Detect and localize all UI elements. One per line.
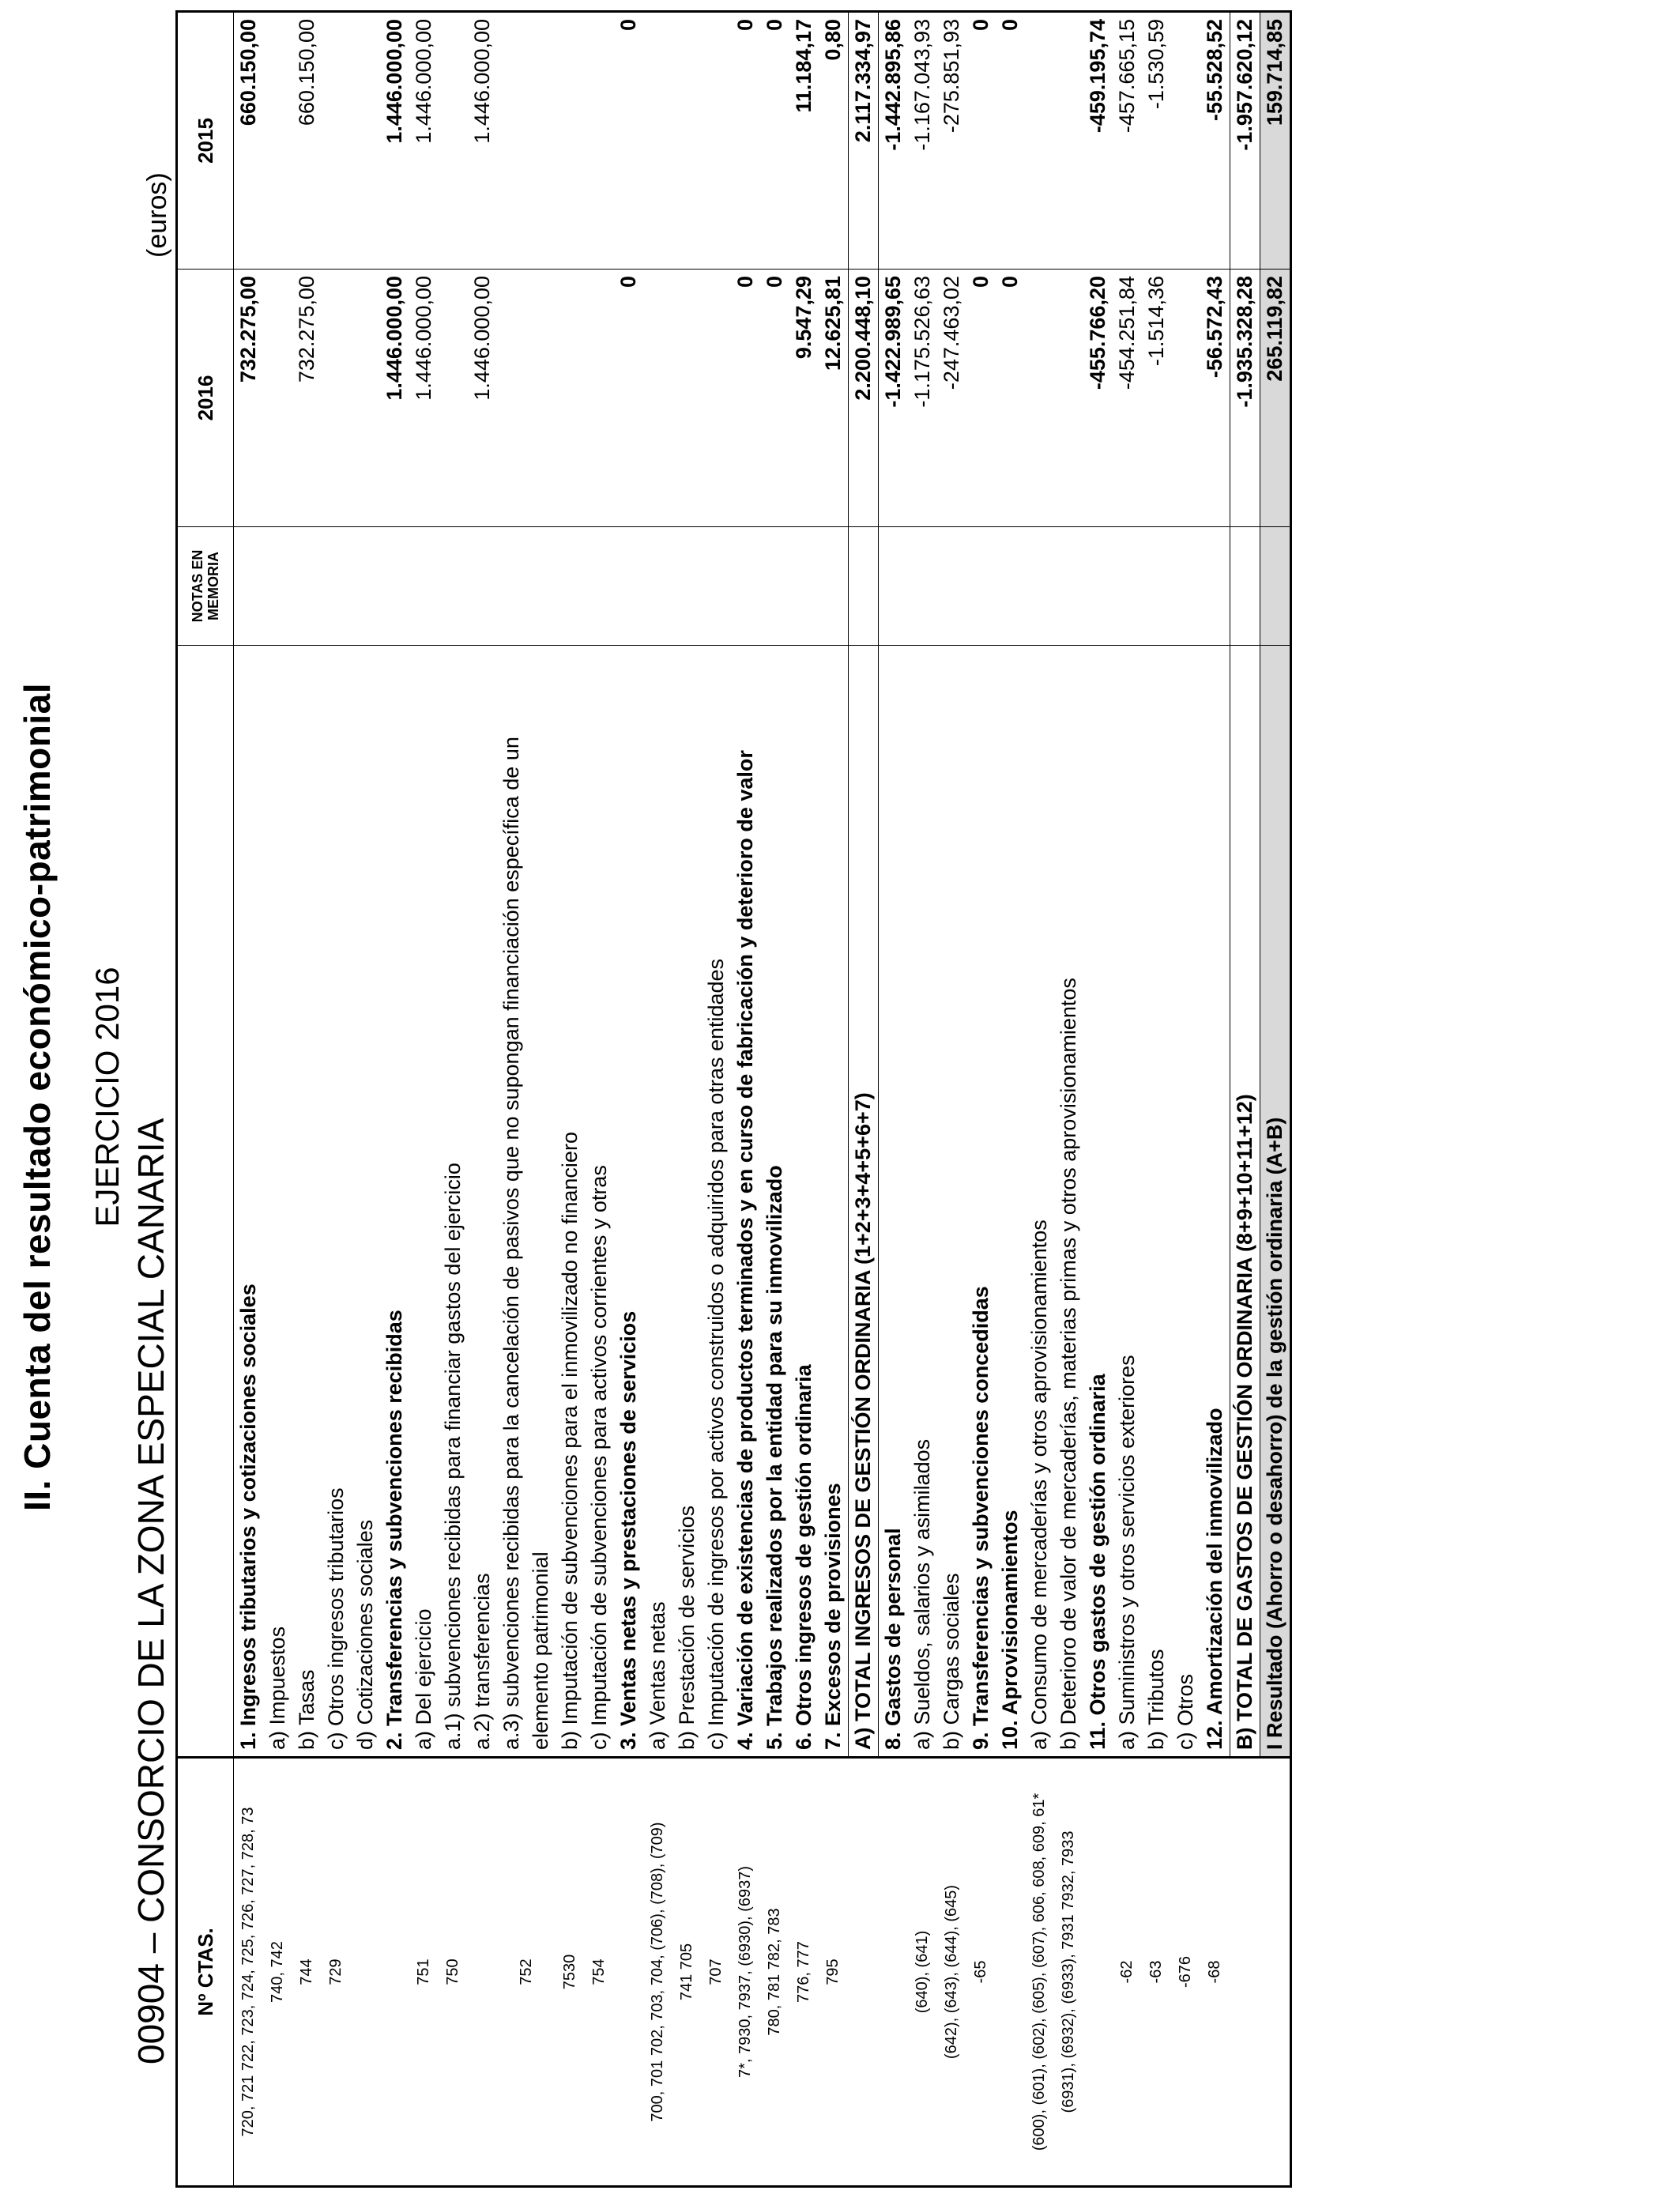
value-2015-cell (702, 12, 731, 270)
concept-cell: 9. Transferencias y subvenciones concedidas (966, 646, 996, 1758)
account-codes-cell: (6931), (6932), (6933), 7931 7932, 7933 (1054, 1758, 1083, 2187)
account-codes-cell (1260, 1758, 1291, 2187)
concept-cell: b) Deterioro de valor de mercaderías, materias primas y otros aprovisionamientos (1054, 646, 1083, 1758)
document-title: II. Cuenta del resultado económico-patrimonial (17, 683, 58, 1511)
table-row (292, 12, 322, 2187)
account-codes-cell: 752 (497, 1758, 556, 2187)
account-codes-cell: 750 (439, 1758, 468, 2187)
table-row (760, 12, 789, 2187)
table-row (556, 12, 585, 2187)
value-2016-cell (351, 270, 380, 527)
table-row (937, 12, 966, 2187)
value-2016-cell: -455.766,20 (1083, 270, 1113, 527)
notes-cell (702, 527, 731, 646)
table-body (234, 12, 1291, 2187)
notes-cell (380, 527, 409, 646)
entity-name: 00904 – CONSORCIO DE LA ZONA ESPECIAL CANARIA (130, 1118, 171, 2064)
notes-cell (585, 527, 614, 646)
value-2016-cell (585, 270, 614, 527)
value-2016-cell: 265.119,82 (1260, 270, 1291, 527)
notes-cell (351, 527, 380, 646)
value-2015-cell (1025, 12, 1054, 270)
value-2016-cell: 0 (996, 270, 1025, 527)
table-row (819, 12, 849, 2187)
value-2016-cell: 732.275,00 (234, 270, 264, 527)
notes-cell (1054, 527, 1083, 646)
table-row (789, 12, 819, 2187)
value-2015-cell: 11.184,17 (792, 19, 816, 113)
value-2015-cell: 0 (763, 19, 786, 32)
value-2016-cell: 1.446.000,00 (409, 270, 439, 527)
table-row (908, 12, 937, 2187)
concept-cell: b) Cargas sociales (937, 646, 966, 1758)
value-2016-cell (1054, 270, 1083, 527)
document-subtitle: EJERCICIO 2016 (89, 967, 126, 1227)
concept-cell: 11. Otros gastos de gestión ordinaria (1083, 646, 1113, 1758)
notes-cell (908, 527, 937, 646)
notes-cell (1142, 527, 1171, 646)
account-codes-cell (849, 1758, 879, 2187)
notes-cell (409, 527, 439, 646)
account-codes-cell (380, 1758, 409, 2187)
value-2015-cell: 1.446.000,00 (412, 19, 435, 144)
table-row (322, 12, 351, 2187)
value-2015-cell: -457.665,15 (1115, 19, 1139, 134)
account-codes-cell: 754 (585, 1758, 614, 2187)
value-2016-cell (1025, 270, 1054, 527)
concept-cell: b) Tributos (1142, 646, 1171, 1758)
concept-cell: a) Consumo de mercaderías y otros aprovisionamientos (1025, 646, 1054, 1758)
account-codes-cell: 729 (322, 1758, 351, 2187)
value-2015-cell (497, 12, 556, 270)
account-codes-cell (614, 1758, 643, 2187)
notes-cell (937, 527, 966, 646)
value-2015-cell: -1.957.620,12 (1230, 12, 1260, 270)
header-year-2016: 2016 (177, 270, 234, 527)
value-2015-cell (439, 12, 468, 270)
table-row (439, 12, 468, 2187)
value-2015-cell (263, 12, 292, 270)
notes-cell (760, 527, 789, 646)
value-2015-cell: 660.150,00 (236, 19, 260, 126)
account-codes-cell: -676 (1171, 1758, 1200, 2187)
concept-cell: b) Imputación de subvenciones para el inmovilizado no financiero (556, 646, 585, 1758)
value-2015-cell (672, 12, 702, 270)
value-2016-cell (263, 270, 292, 527)
account-codes-cell: 707 (702, 1758, 731, 2187)
value-2015-cell: 159.714,85 (1260, 12, 1291, 270)
concept-cell: b) Tasas (292, 646, 322, 1758)
concept-cell: a) Ventas netas (643, 646, 672, 1758)
table-row (234, 12, 264, 2187)
notes-cell (1200, 527, 1230, 646)
concept-cell: a.2) transferencias (468, 646, 497, 1758)
table-row (1200, 12, 1230, 2187)
notes-cell (234, 527, 264, 646)
header-accounts: Nº CTAS. (177, 1758, 234, 2187)
value-2016-cell: 1.446.000,00 (468, 270, 497, 527)
table-row (380, 12, 409, 2187)
value-2015-cell (1054, 12, 1083, 270)
table-row (672, 12, 702, 2187)
header-concept (177, 646, 234, 1758)
value-2015-cell (585, 12, 614, 270)
value-2015-cell: 1.446.000,00 (382, 19, 406, 144)
value-2016-cell: -56.572,43 (1200, 270, 1230, 527)
notes-cell (1171, 527, 1200, 646)
result-account-table (175, 10, 1292, 2188)
notes-cell (643, 527, 672, 646)
header-notes: NOTAS EN MEMORIA (177, 527, 234, 646)
notes-cell (439, 527, 468, 646)
value-2016-cell: 12.625,81 (819, 270, 849, 527)
value-2016-cell: -1.935.328,28 (1230, 270, 1260, 527)
table-row (585, 12, 614, 2187)
value-2016-cell (322, 270, 351, 527)
value-2016-cell: 9.547,29 (789, 270, 819, 527)
account-codes-cell: -63 (1142, 1758, 1171, 2187)
value-2016-cell: -1.514,36 (1142, 270, 1171, 527)
value-2015-cell: 0 (969, 19, 993, 32)
value-2015-cell: 0 (998, 19, 1022, 32)
notes-cell (731, 527, 760, 646)
concept-cell: a) Suministros y otros servicios exteriores (1113, 646, 1142, 1758)
value-2016-cell: 0 (614, 270, 643, 527)
value-2015-cell: 0 (616, 19, 640, 32)
notes-cell (556, 527, 585, 646)
notes-cell (966, 527, 996, 646)
table-row (1025, 12, 1054, 2187)
value-2015-cell (351, 12, 380, 270)
value-2016-cell: 732.275,00 (292, 270, 322, 527)
account-codes-cell: 744 (292, 1758, 322, 2187)
concept-cell: c) Otros (1171, 646, 1200, 1758)
notes-cell (1083, 527, 1113, 646)
notes-cell (497, 527, 556, 646)
notes-cell (849, 527, 879, 646)
account-codes-cell: -68 (1200, 1758, 1230, 2187)
value-2015-cell (322, 12, 351, 270)
account-codes-cell: 776, 777 (789, 1758, 819, 2187)
account-codes-cell: (642), (643), (644), (645) (937, 1758, 966, 2187)
value-2015-cell: 2.117.334,97 (849, 12, 879, 270)
notes-cell (819, 527, 849, 646)
table-row (409, 12, 439, 2187)
concept-cell: 8. Gastos de personal (879, 646, 909, 1758)
account-codes-cell: 780, 781 782, 783 (760, 1758, 789, 2187)
table-row (731, 12, 760, 2187)
table-row (614, 12, 643, 2187)
notes-cell (1025, 527, 1054, 646)
value-2015-cell (1171, 12, 1200, 270)
table-row (1171, 12, 1200, 2187)
value-2015-cell: -1.167.043,93 (910, 19, 934, 151)
value-2016-cell: -1.175.526,63 (908, 270, 937, 527)
table-header-row (177, 12, 234, 2187)
notes-cell (322, 527, 351, 646)
account-codes-cell: (640), (641) (908, 1758, 937, 2187)
concept-cell: 4. Variación de existencias de productos terminados y en curso de fabricación y deterioro de valor (731, 646, 760, 1758)
concept-cell: 12. Amortización del inmovilizado (1200, 646, 1230, 1758)
account-codes-cell (351, 1758, 380, 2187)
concept-cell: 3. Ventas netas y prestaciones de servicios (614, 646, 643, 1758)
notes-cell (1230, 527, 1260, 646)
table-row (643, 12, 672, 2187)
concept-cell: 1. Ingresos tributarios y cotizaciones sociales (234, 646, 264, 1758)
account-codes-cell: 720, 721 722, 723, 724, 725, 726, 727, 728, 73 (234, 1758, 264, 2187)
value-2016-cell (556, 270, 585, 527)
value-2016-cell (439, 270, 468, 527)
value-2016-cell: 0 (966, 270, 996, 527)
account-codes-cell: (600), (601), (602), (605), (607), 606, 608, 609, 61* (1025, 1758, 1054, 2187)
account-codes-cell (879, 1758, 909, 2187)
value-2015-cell: -55.528,52 (1203, 19, 1226, 122)
concept-cell: a.3) subvenciones recibidas para la cancelación de pasivos que no supongan financiación específica de un elemento patrimonial (497, 646, 556, 1758)
table-row (1260, 12, 1291, 2187)
account-codes-cell: 740, 742 (263, 1758, 292, 2187)
account-codes-cell (1083, 1758, 1113, 2187)
value-2016-cell: 0 (731, 270, 760, 527)
table-row (1113, 12, 1142, 2187)
notes-cell (614, 527, 643, 646)
value-2016-cell: 0 (760, 270, 789, 527)
table-row (468, 12, 497, 2187)
concept-cell: d) Cotizaciones sociales (351, 646, 380, 1758)
concept-cell: 5. Trabajos realizados por la entidad para su inmovilizado (760, 646, 789, 1758)
account-codes-cell (1230, 1758, 1260, 2187)
value-2016-cell (702, 270, 731, 527)
notes-cell (263, 527, 292, 646)
concept-cell: a) Impuestos (263, 646, 292, 1758)
table-row (1054, 12, 1083, 2187)
concept-cell: I Resultado (Ahorro o desahorro) de la gestión ordinaria (A+B) (1260, 646, 1291, 1758)
account-codes-cell: -65 (966, 1758, 996, 2187)
notes-cell (1113, 527, 1142, 646)
value-2016-cell: -454.251,84 (1113, 270, 1142, 527)
account-codes-cell (468, 1758, 497, 2187)
concept-cell: B) TOTAL DE GASTOS DE GESTIÓN ORDINARIA (8+9+10+11+12) (1230, 646, 1260, 1758)
value-2016-cell (672, 270, 702, 527)
value-2015-cell: -459.195,74 (1086, 19, 1109, 134)
value-2015-cell (556, 12, 585, 270)
value-2016-cell: -1.422.989,65 (879, 270, 909, 527)
value-2015-cell: 660.150,00 (295, 19, 318, 126)
table-row (1142, 12, 1171, 2187)
table-row (1083, 12, 1113, 2187)
concept-cell: b) Prestación de servicios (672, 646, 702, 1758)
table-row (849, 12, 879, 2187)
table-row (263, 12, 292, 2187)
table-row (1230, 12, 1260, 2187)
account-codes-cell: 700, 701 702, 703, 704, (706), (708), (709) (643, 1758, 672, 2187)
header-year-2015: 2015 (177, 12, 234, 270)
concept-cell: a) Sueldos, salarios y asimilados (908, 646, 937, 1758)
table-row (996, 12, 1025, 2187)
concept-cell: 7. Excesos de provisiones (819, 646, 849, 1758)
concept-cell: 2. Transferencias y subvenciones recibidas (380, 646, 409, 1758)
table-row (351, 12, 380, 2187)
notes-cell (879, 527, 909, 646)
concept-cell: 10. Aprovisionamientos (996, 646, 1025, 1758)
account-codes-cell (996, 1758, 1025, 2187)
account-codes-cell: 741 705 (672, 1758, 702, 2187)
notes-cell (1260, 527, 1291, 646)
account-codes-cell: 751 (409, 1758, 439, 2187)
value-2015-cell: -1.442.895,86 (879, 12, 909, 270)
table-row (966, 12, 996, 2187)
value-2016-cell: -247.463,02 (937, 270, 966, 527)
notes-cell (468, 527, 497, 646)
value-2015-cell: -275.851,93 (940, 19, 963, 134)
table-row (879, 12, 909, 2187)
value-2016-cell: 1.446.000,00 (380, 270, 409, 527)
account-codes-cell: 7530 (556, 1758, 585, 2187)
value-2015-cell: 0,80 (821, 19, 845, 61)
concept-cell: a.1) subvenciones recibidas para financiar gastos del ejercicio (439, 646, 468, 1758)
notes-cell (789, 527, 819, 646)
value-2016-cell (1171, 270, 1200, 527)
value-2016-cell: 2.200.448,10 (849, 270, 879, 527)
concept-cell: a) Del ejercicio (409, 646, 439, 1758)
concept-cell: 6. Otros ingresos de gestión ordinaria (789, 646, 819, 1758)
value-2015-cell: 1.446.000,00 (470, 19, 494, 144)
notes-cell (996, 527, 1025, 646)
value-2015-cell: 0 (733, 19, 757, 32)
currency-unit: (euros) (142, 172, 172, 258)
table-row (702, 12, 731, 2187)
notes-cell (672, 527, 702, 646)
value-2015-cell: -1.530,59 (1144, 19, 1168, 110)
concept-cell: c) Otros ingresos tributarios (322, 646, 351, 1758)
table-row (497, 12, 556, 2187)
notes-cell (292, 527, 322, 646)
concept-cell: c) Imputación de subvenciones para activos corrientes y otras (585, 646, 614, 1758)
account-codes-cell: 795 (819, 1758, 849, 2187)
concept-cell: A) TOTAL INGRESOS DE GESTIÓN ORDINARIA (1+2+3+4+5+6+7) (849, 646, 879, 1758)
value-2015-cell (643, 12, 672, 270)
concept-cell: c) Imputación de ingresos por activos construidos o adquiridos para otras entidades (702, 646, 731, 1758)
value-2016-cell (643, 270, 672, 527)
value-2016-cell (497, 270, 556, 527)
account-codes-cell: 7*, 7930, 7937, (6930), (6937) (731, 1758, 760, 2187)
account-codes-cell: -62 (1113, 1758, 1142, 2187)
